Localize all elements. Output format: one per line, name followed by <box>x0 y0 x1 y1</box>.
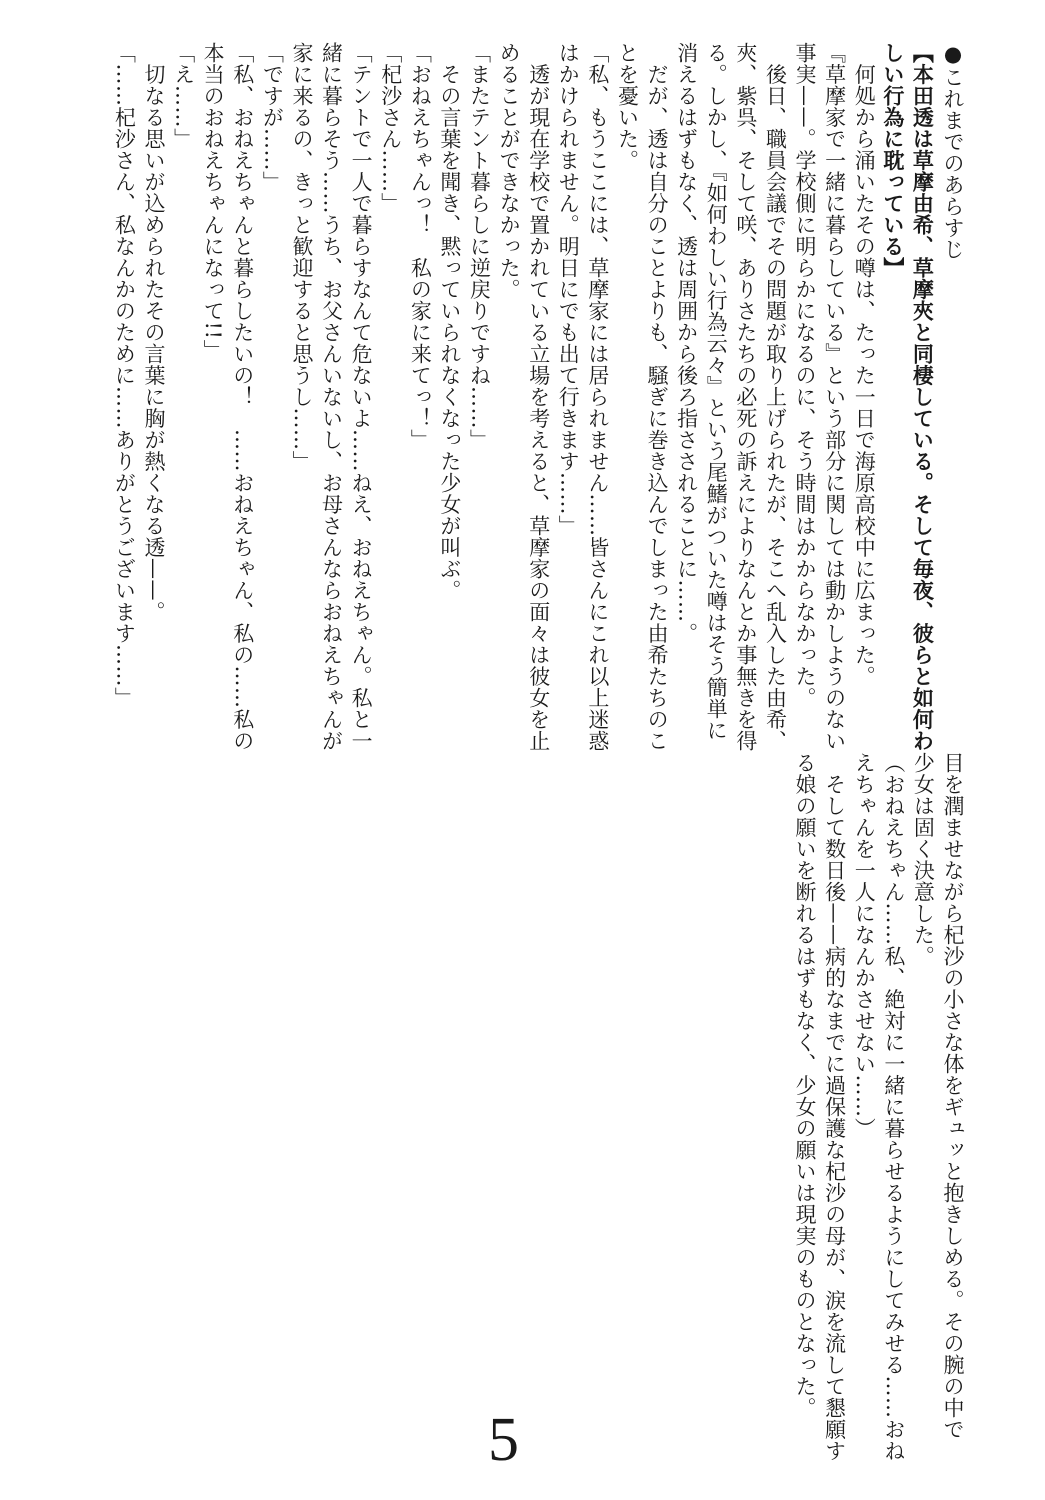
text-line: 「テントで一人で暮らすなんて危ないよ……ねえ、おねえちゃん。私と一 <box>349 42 374 752</box>
text-line: 透が現在学校で置かれている立場を考えると、草摩家の面々は彼女を止 <box>526 42 551 752</box>
text-line: めることができなかった。 <box>497 42 522 300</box>
text-line: 「おねえちゃんっ！ 私の家に来てっ！」 <box>408 42 433 451</box>
text-line: その言葉を聞き、黙っていられなくなった少女が叫ぶ。 <box>437 42 462 601</box>
text-line: 「私、もうここには、草摩家には居られません……皆さんにこれ以上迷惑 <box>585 42 610 752</box>
text-line: しい行為に耽っている】 <box>880 42 906 279</box>
text-line: だが、透は自分のことよりも、騒ぎに巻き込んでしまった由希たちのこ <box>645 42 670 752</box>
text-line: 目を潤ませながら杞沙の小さな体をギュッと抱きしめる。その腕の中で <box>941 752 965 1440</box>
text-line: 少女は固く決意した。 <box>911 752 936 967</box>
text-line: 本当のおねえちゃんになって!!」 <box>201 42 226 361</box>
text-line: 「私、おねえちゃんと暮らしたいの！ ……おねえちゃん、私の……私の <box>230 42 255 752</box>
text-line: 後日、職員会議でその問題が取り上げられたが、そこへ乱入した由希、 <box>763 42 788 752</box>
story-text-block <box>789 752 967 1462</box>
page-number: 5 <box>488 1406 519 1474</box>
text-line: 『草摩家で一緒に暮らしている』という部分に関しては動かしようのない <box>822 42 847 752</box>
text-line: 切なる思いが込められたその言葉に胸が熱くなる透——。 <box>141 42 166 623</box>
text-line: はかけられません。明日にでも出て行きます……」 <box>556 42 581 537</box>
text-line: （おねえちゃん……私、絶対に一緒に暮らせるようにしてみせる……おね <box>881 752 906 1462</box>
text-line: る。しかし、『如何わしい行為云々』という尾鰭がついた噂はそう簡単に <box>704 42 729 741</box>
text-line: とを憂いた。 <box>615 42 640 171</box>
text-line: 緒に暮らそう……うち、お父さんいないし、お母さんならおねえちゃんが <box>319 42 344 752</box>
text-line: 何処から涌いたその噂は、たった一日で海原高校中に広まった。 <box>852 42 877 687</box>
synopsis-text-block <box>109 42 967 752</box>
text-line: 「またテント暮らしに逆戻りですね……」 <box>467 42 492 451</box>
text-line: 「ですが……」 <box>260 42 285 193</box>
text-line: そして数日後——病的なまでに過保護な杞沙の母が、涙を流して懇願す <box>822 752 847 1462</box>
text-line: えちゃんを一人になんかさせない……） <box>852 752 877 1139</box>
text-line: 「……杞沙さん、私なんかのために……ありがとうございます……」 <box>112 42 137 709</box>
text-line: 消えるはずもなく、透は周囲から後ろ指さされることに……。 <box>674 42 699 644</box>
text-line: 事実——。学校側に明らかになるのに、そう時間はかからなかった。 <box>793 42 818 709</box>
text-line: 【本田透は草摩由希、草摩夾と同棲している。そして毎夜、彼らと如何わ <box>910 42 936 752</box>
text-line: 夾、紫呉、そして咲、ありさたちの必死の訴えによりなんとか事無きを得 <box>733 42 758 752</box>
text-line: 「杞沙さん……」 <box>378 42 403 214</box>
text-line: る娘の願いを断れるはずもなく、少女の願いは現実のものとなった。 <box>793 752 818 1419</box>
text-line: 「え……」 <box>171 42 196 150</box>
text-line: ●これまでのあらすじ <box>941 42 965 260</box>
text-line: 家に来るの、きっと歓迎すると思うし……」 <box>289 42 314 472</box>
